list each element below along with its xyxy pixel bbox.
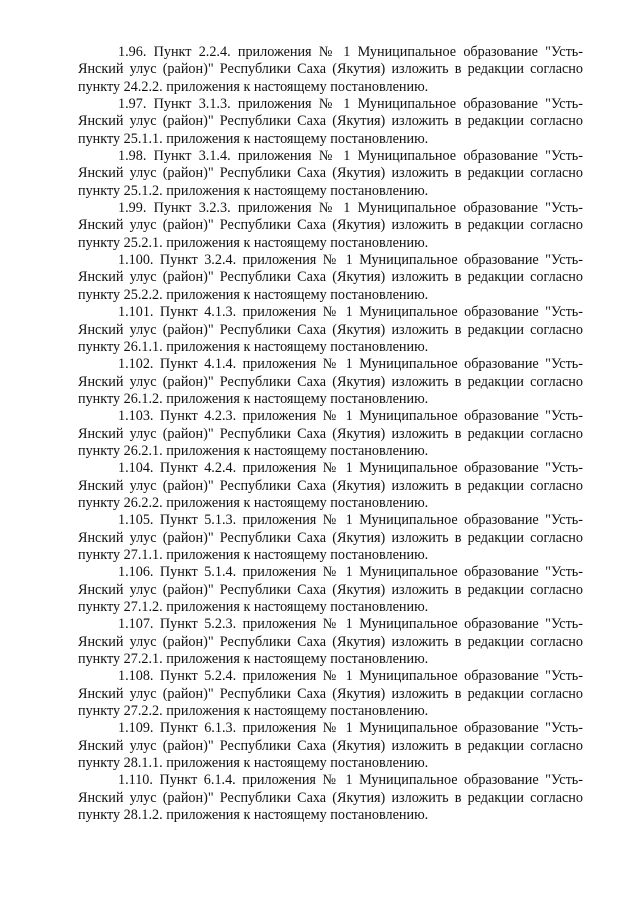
paragraph-1-107: 1.107. Пункт 5.2.3. приложения № 1 Муниципальное образование "Усть-Янский улус (район)" Республики Саха (Якутия) изложить в редакции согласно пункту 27.2.1. приложения к настоящему постановлению. [78, 616, 583, 668]
paragraph-1-109: 1.109. Пункт 6.1.3. приложения № 1 Муниципальное образование "Усть-Янский улус (район)" Республики Саха (Якутия) изложить в редакции согласно пункту 28.1.1. приложения к настоящему постановлению. [78, 720, 583, 772]
paragraph-1-101: 1.101. Пункт 4.1.3. приложения № 1 Муниципальное образование "Усть-Янский улус (район)" Республики Саха (Якутия) изложить в редакции согласно пункту 26.1.1. приложения к настоящему постановлению. [78, 304, 583, 355]
paragraph-1-106: 1.106. Пункт 5.1.4. приложения № 1 Муниципальное образование "Усть-Янский улус (район)" Республики Саха (Якутия) изложить в редакции согласно пункту 27.1.2. приложения к настоящему постановлению. [78, 564, 583, 615]
paragraph-1-96: 1.96. Пункт 2.2.4. приложения № 1 Муниципальное образование "Усть-Янский улус (район)" Республики Саха (Якутия) изложить в редакции согласно пункту 24.2.2. приложения к настоящему постановлению. [78, 44, 583, 95]
paragraph-1-98: 1.98. Пункт 3.1.4. приложения № 1 Муниципальное образование "Усть-Янский улус (район)" Республики Саха (Якутия) изложить в редакции согласно пункту 25.1.2. приложения к настоящему постановлению. [78, 148, 583, 199]
paragraph-1-105: 1.105. Пункт 5.1.3. приложения № 1 Муниципальное образование "Усть-Янский улус (район)" Республики Саха (Якутия) изложить в редакции согласно пункту 27.1.1. приложения к настоящему постановлению. [78, 512, 583, 563]
paragraph-1-108: 1.108. Пункт 5.2.4. приложения № 1 Муниципальное образование "Усть-Янский улус (район)" Республики Саха (Якутия) изложить в редакции согласно пункту 27.2.2. приложения к настоящему постановлению. [78, 668, 583, 720]
paragraph-1-110: 1.110. Пункт 6.1.4. приложения № 1 Муниципальное образование "Усть-Янский улус (район)" Республики Саха (Якутия) изложить в редакции согласно пункту 28.1.2. приложения к настоящему постановлению. [78, 772, 583, 824]
paragraph-1-97: 1.97. Пункт 3.1.3. приложения № 1 Муниципальное образование "Усть-Янский улус (район)" Республики Саха (Якутия) изложить в редакции согласно пункту 25.1.1. приложения к настоящему постановлению. [78, 96, 583, 147]
paragraph-1-100: 1.100. Пункт 3.2.4. приложения № 1 Муниципальное образование "Усть-Янский улус (район)" Республики Саха (Якутия) изложить в редакции согласно пункту 25.2.2. приложения к настоящему постановлению. [78, 252, 583, 303]
paragraph-1-103: 1.103. Пункт 4.2.3. приложения № 1 Муниципальное образование "Усть-Янский улус (район)" Республики Саха (Якутия) изложить в редакции согласно пункту 26.2.1. приложения к настоящему постановлению. [78, 408, 583, 459]
paragraph-1-99: 1.99. Пункт 3.2.3. приложения № 1 Муниципальное образование "Усть-Янский улус (район)" Республики Саха (Якутия) изложить в редакции согласно пункту 25.2.1. приложения к настоящему постановлению. [78, 200, 583, 251]
document-page [78, 44, 583, 824]
paragraph-1-102: 1.102. Пункт 4.1.4. приложения № 1 Муниципальное образование "Усть-Янский улус (район)" Республики Саха (Якутия) изложить в редакции согласно пункту 26.1.2. приложения к настоящему постановлению. [78, 356, 583, 407]
paragraph-1-104: 1.104. Пункт 4.2.4. приложения № 1 Муниципальное образование "Усть-Янский улус (район)" Республики Саха (Якутия) изложить в редакции согласно пункту 26.2.2. приложения к настоящему постановлению. [78, 460, 583, 511]
